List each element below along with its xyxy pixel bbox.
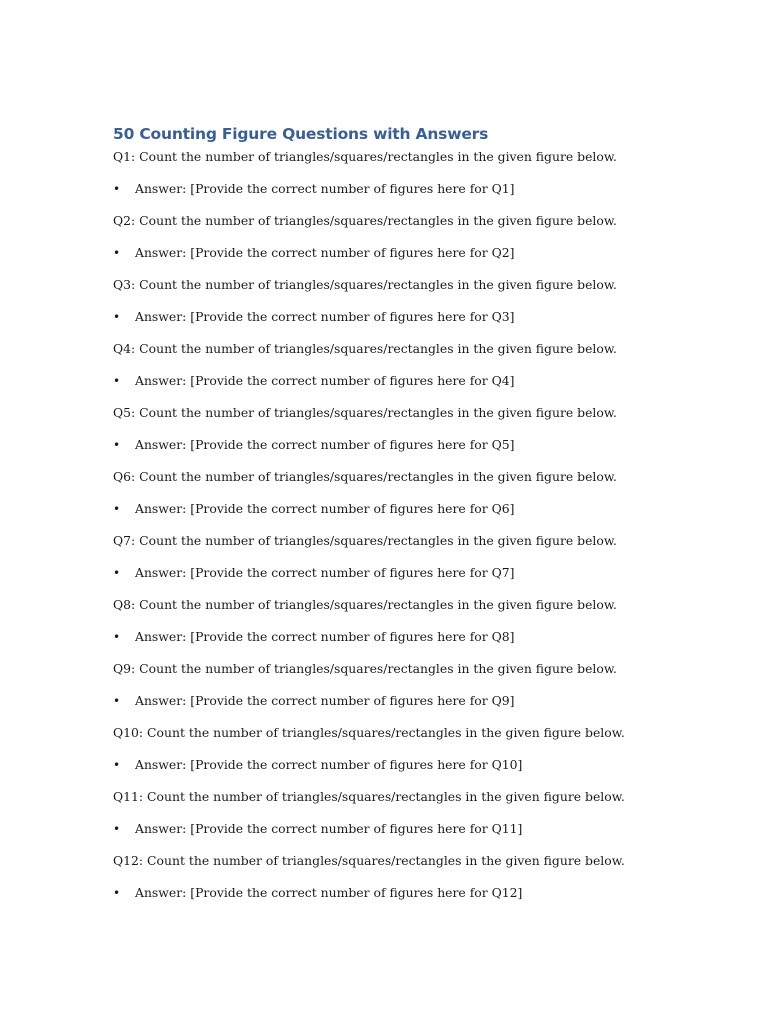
question-text: Q6: Count the number of triangles/squares/rectangles in the given figure below. (113, 469, 617, 484)
question-text: Q2: Count the number of triangles/squares/rectangles in the given figure below. (113, 213, 617, 228)
bullet-icon: • (113, 182, 121, 196)
answer-list-item (113, 884, 713, 902)
answer-list-item (113, 756, 713, 774)
answer-list-item (113, 372, 713, 390)
answer-list-item (113, 564, 713, 582)
question-text: Q9: Count the number of triangles/squares/rectangles in the given figure below. (113, 661, 617, 676)
question-text: Q4: Count the number of triangles/squares/rectangles in the given figure below. (113, 341, 617, 356)
answer-list-item (113, 436, 713, 454)
bullet-icon: • (113, 374, 121, 388)
answer-list-item (113, 820, 713, 838)
question-text: Q7: Count the number of triangles/squares/rectangles in the given figure below. (113, 533, 617, 548)
bullet-icon: • (113, 758, 121, 772)
answer-text: Answer: [Provide the correct number of figures here for Q7] (135, 565, 515, 580)
question-text: Q12: Count the number of triangles/squares/rectangles in the given figure below. (113, 853, 625, 868)
bullet-icon: • (113, 246, 121, 260)
answer-text: Answer: [Provide the correct number of figures here for Q4] (135, 373, 515, 388)
question-text: Q8: Count the number of triangles/squares/rectangles in the given figure below. (113, 597, 617, 612)
answer-text: Answer: [Provide the correct number of figures here for Q1] (135, 181, 515, 196)
answer-list-item (113, 308, 713, 326)
bullet-icon: • (113, 886, 121, 900)
bullet-icon: • (113, 630, 121, 644)
answer-text: Answer: [Provide the correct number of figures here for Q2] (135, 245, 515, 260)
answer-text: Answer: [Provide the correct number of figures here for Q3] (135, 309, 515, 324)
bullet-icon: • (113, 502, 121, 516)
answer-list-item (113, 628, 713, 646)
document-body (113, 124, 713, 916)
question-text: Q10: Count the number of triangles/squares/rectangles in the given figure below. (113, 725, 625, 740)
answer-text: Answer: [Provide the correct number of figures here for Q12] (135, 885, 523, 900)
bullet-icon: • (113, 310, 121, 324)
answer-text: Answer: [Provide the correct number of figures here for Q5] (135, 437, 515, 452)
bullet-icon: • (113, 822, 121, 836)
document-title: 50 Counting Figure Questions with Answers (113, 125, 489, 143)
answer-text: Answer: [Provide the correct number of figures here for Q8] (135, 629, 515, 644)
question-text: Q11: Count the number of triangles/squares/rectangles in the given figure below. (113, 789, 625, 804)
answer-list-item (113, 180, 713, 198)
answer-text: Answer: [Provide the correct number of figures here for Q6] (135, 501, 515, 516)
question-text: Q3: Count the number of triangles/squares/rectangles in the given figure below. (113, 277, 617, 292)
answer-text: Answer: [Provide the correct number of figures here for Q11] (135, 821, 523, 836)
question-text: Q1: Count the number of triangles/squares/rectangles in the given figure below. (113, 149, 617, 164)
answer-list-item (113, 244, 713, 262)
answer-list-item (113, 692, 713, 710)
question-text: Q5: Count the number of triangles/squares/rectangles in the given figure below. (113, 405, 617, 420)
question-answer-list (113, 148, 713, 902)
answer-text: Answer: [Provide the correct number of figures here for Q10] (135, 757, 523, 772)
bullet-icon: • (113, 566, 121, 580)
bullet-icon: • (113, 694, 121, 708)
answer-list-item (113, 500, 713, 518)
answer-text: Answer: [Provide the correct number of figures here for Q9] (135, 693, 515, 708)
bullet-icon: • (113, 438, 121, 452)
